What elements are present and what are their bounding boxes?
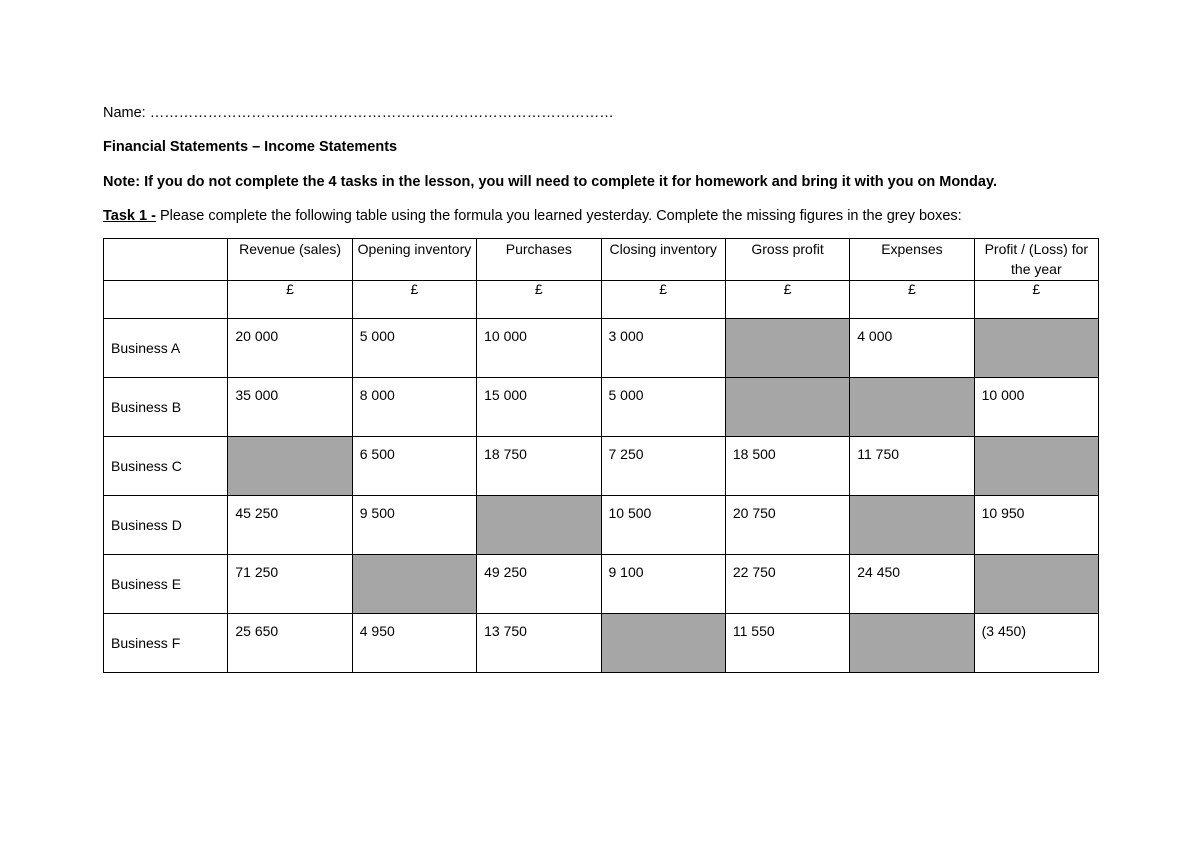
unit-cell: £ bbox=[974, 281, 1098, 319]
header-cell-purchases: Purchases bbox=[477, 239, 601, 281]
figure-cell: 25 650 bbox=[228, 614, 352, 673]
figure-cell: 18 500 bbox=[725, 437, 849, 496]
worksheet-page bbox=[103, 100, 1099, 651]
table-row bbox=[104, 378, 1099, 437]
figure-cell: 13 750 bbox=[477, 614, 601, 673]
missing-figure-cell[interactable] bbox=[228, 437, 352, 496]
unit-cell bbox=[104, 281, 228, 319]
figure-cell: 71 250 bbox=[228, 555, 352, 614]
figure-cell: 24 450 bbox=[850, 555, 974, 614]
figure-cell: 20 750 bbox=[725, 496, 849, 555]
figure-cell: 4 000 bbox=[850, 319, 974, 378]
missing-figure-cell[interactable] bbox=[974, 319, 1098, 378]
figure-cell: 3 000 bbox=[601, 319, 725, 378]
figure-cell: 10 000 bbox=[477, 319, 601, 378]
unit-cell: £ bbox=[228, 281, 352, 319]
figure-cell: 10 000 bbox=[974, 378, 1098, 437]
figure-cell: 7 250 bbox=[601, 437, 725, 496]
missing-figure-cell[interactable] bbox=[850, 614, 974, 673]
table-row bbox=[104, 614, 1099, 673]
figure-cell: 45 250 bbox=[228, 496, 352, 555]
figure-cell: 10 950 bbox=[974, 496, 1098, 555]
figure-cell: 49 250 bbox=[477, 555, 601, 614]
missing-figure-cell[interactable] bbox=[725, 319, 849, 378]
missing-figure-cell[interactable] bbox=[477, 496, 601, 555]
figure-cell: 22 750 bbox=[725, 555, 849, 614]
figure-cell: 5 000 bbox=[352, 319, 476, 378]
task-instruction bbox=[103, 207, 1099, 225]
figure-cell: 11 550 bbox=[725, 614, 849, 673]
business-name-cell: Business D bbox=[104, 496, 228, 555]
header-cell-blank bbox=[104, 239, 228, 281]
missing-figure-cell[interactable] bbox=[725, 378, 849, 437]
figure-cell: 18 750 bbox=[477, 437, 601, 496]
business-name-cell: Business F bbox=[104, 614, 228, 673]
figure-cell: 20 000 bbox=[228, 319, 352, 378]
header-cell-opening-inventory: Opening inventory bbox=[352, 239, 476, 281]
figure-cell: 9 500 bbox=[352, 496, 476, 555]
figure-cell: (3 450) bbox=[974, 614, 1098, 673]
worksheet-title: Financial Statements – Income Statements bbox=[103, 139, 398, 155]
name-label: Name: bbox=[103, 105, 146, 121]
missing-figure-cell[interactable] bbox=[601, 614, 725, 673]
figure-cell: 35 000 bbox=[228, 378, 352, 437]
missing-figure-cell[interactable] bbox=[850, 378, 974, 437]
figure-cell: 10 500 bbox=[601, 496, 725, 555]
header-cell-closing-inventory: Closing inventory bbox=[601, 239, 725, 281]
missing-figure-cell[interactable] bbox=[352, 555, 476, 614]
figure-cell: 6 500 bbox=[352, 437, 476, 496]
header-cell-profit-loss: Profit / (Loss) for the year bbox=[974, 239, 1098, 281]
unit-cell: £ bbox=[352, 281, 476, 319]
missing-figure-cell[interactable] bbox=[974, 437, 1098, 496]
figure-cell: 15 000 bbox=[477, 378, 601, 437]
task-text: Please complete the following table using the formula you learned yesterday. Complete the missing figures in the grey boxes: bbox=[155, 208, 962, 224]
figure-cell: 5 000 bbox=[601, 378, 725, 437]
header-cell-revenue: Revenue (sales) bbox=[228, 239, 352, 281]
table-row bbox=[104, 319, 1099, 378]
figure-cell: 9 100 bbox=[601, 555, 725, 614]
name-line bbox=[103, 104, 1099, 122]
header-row bbox=[104, 239, 1099, 281]
header-cell-gross-profit: Gross profit bbox=[725, 239, 849, 281]
business-name-cell: Business E bbox=[104, 555, 228, 614]
name-field-dots: …………………………………………………………………………………… bbox=[149, 105, 614, 121]
figure-cell: 8 000 bbox=[352, 378, 476, 437]
unit-cell: £ bbox=[850, 281, 974, 319]
income-statement-table bbox=[103, 238, 1099, 673]
missing-figure-cell[interactable] bbox=[974, 555, 1098, 614]
table-row bbox=[104, 555, 1099, 614]
homework-note: Note: If you do not complete the 4 tasks in the lesson, you will need to complete it for homework and bring it with you on Monday. bbox=[103, 174, 997, 190]
business-name-cell: Business B bbox=[104, 378, 228, 437]
figure-cell: 4 950 bbox=[352, 614, 476, 673]
task-label: Task 1 - bbox=[103, 208, 156, 224]
business-name-cell: Business C bbox=[104, 437, 228, 496]
unit-cell: £ bbox=[477, 281, 601, 319]
figure-cell: 11 750 bbox=[850, 437, 974, 496]
table-row bbox=[104, 437, 1099, 496]
business-name-cell: Business A bbox=[104, 319, 228, 378]
unit-row bbox=[104, 281, 1099, 319]
missing-figure-cell[interactable] bbox=[850, 496, 974, 555]
unit-cell: £ bbox=[725, 281, 849, 319]
table-row bbox=[104, 496, 1099, 555]
unit-cell: £ bbox=[601, 281, 725, 319]
header-cell-expenses: Expenses bbox=[850, 239, 974, 281]
